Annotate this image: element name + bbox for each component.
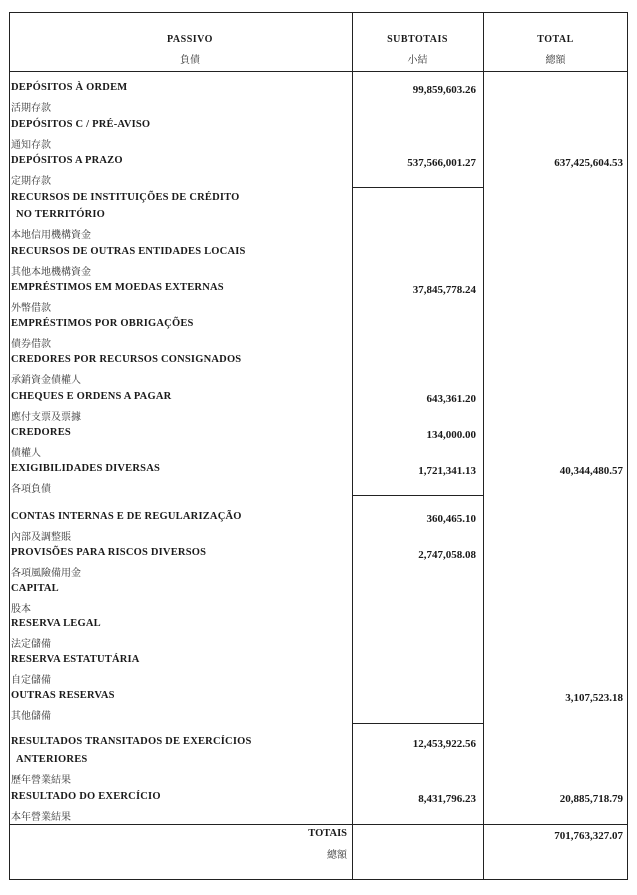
row-label: RESERVA ESTATUTÁRIA [11, 654, 140, 665]
row-subtotal: 2,747,058.08 [418, 549, 476, 561]
row-total: 3,107,523.18 [565, 692, 623, 704]
row-label: EMPRÉSTIMOS POR OBRIGAÇÕES [11, 318, 194, 329]
row-label-zh: 各項負債 [11, 484, 51, 495]
header-total: TOTAL [537, 34, 574, 45]
row-label-zh: 通知存款 [11, 140, 51, 151]
header-rule [9, 71, 628, 72]
row-label-zh: 自定儲備 [11, 675, 51, 686]
row-label: RECURSOS DE INSTITUIÇÕES DE CRÉDITO [11, 192, 240, 203]
row-subtotal: 1,721,341.13 [418, 465, 476, 477]
row-label: PROVISÕES PARA RISCOS DIVERSOS [11, 547, 207, 558]
row-label-continued: NO TERRITÓRIO [16, 209, 106, 220]
row-label-zh: 定期存款 [11, 176, 51, 187]
row-label-zh: 其他本地機構資金 [11, 267, 91, 278]
row-label: DEPÓSITOS À ORDEM [11, 82, 128, 93]
group-rule-3 [352, 723, 483, 724]
row-label-continued: ANTERIORES [16, 754, 88, 765]
row-label: OUTRAS RESERVAS [11, 690, 115, 701]
group-rule-1 [352, 187, 483, 188]
row-label-zh: 法定儲備 [11, 639, 51, 650]
row-label: EMPRÉSTIMOS EM MOEDAS EXTERNAS [11, 282, 224, 293]
total-column-divider [483, 12, 484, 880]
row-label: RESERVA LEGAL [11, 618, 101, 629]
totals-value: 701,763,327.07 [554, 830, 623, 842]
header-passivo: PASSIVO [167, 34, 213, 45]
row-label: RESULTADOS TRANSITADOS DE EXERCÍCIOS [11, 736, 252, 747]
row-label: DEPÓSITOS A PRAZO [11, 155, 123, 166]
row-subtotal: 134,000.00 [426, 429, 476, 441]
row-label: CAPITAL [11, 583, 59, 594]
row-subtotal: 12,453,922.56 [412, 738, 476, 750]
row-total: 40,344,480.57 [559, 465, 623, 477]
row-label: CREDORES POR RECURSOS CONSIGNADOS [11, 354, 242, 365]
row-label-zh: 承銷資金債權人 [11, 375, 81, 386]
row-label: CONTAS INTERNAS E DE REGULARIZAÇÃO [11, 511, 242, 522]
row-subtotal: 360,465.10 [426, 513, 476, 525]
row-label: DEPÓSITOS C / PRÉ-AVISO [11, 119, 151, 130]
row-label-zh: 債券借款 [11, 339, 51, 350]
totals-label-zh: 總額 [327, 850, 347, 861]
totals-label: TOTAIS [308, 828, 347, 839]
row-label-zh: 本年營業結果 [11, 812, 71, 823]
row-label-zh: 內部及調整賬 [11, 532, 71, 543]
header-total-zh: 總額 [545, 55, 566, 66]
header-subtotais-zh: 小結 [407, 55, 428, 66]
row-label: EXIGIBILIDADES DIVERSAS [11, 463, 161, 474]
row-subtotal: 8,431,796.23 [418, 793, 476, 805]
balance-table-frame [9, 12, 628, 880]
header-passivo-zh: 負債 [180, 55, 200, 66]
row-label-zh: 股本 [11, 604, 31, 615]
row-total: 637,425,604.53 [554, 157, 623, 169]
row-label: RECURSOS DE OUTRAS ENTIDADES LOCAIS [11, 246, 246, 257]
group-rule-2 [352, 495, 483, 496]
row-label-zh: 活期存款 [11, 103, 51, 114]
row-subtotal: 537,566,001.27 [407, 157, 476, 169]
row-subtotal: 643,361.20 [426, 393, 476, 405]
row-label: CREDORES [11, 427, 71, 438]
row-total: 20,885,718.79 [559, 793, 623, 805]
row-label: CHEQUES E ORDENS A PAGAR [11, 391, 172, 402]
row-label-zh: 債權人 [11, 448, 41, 459]
row-label-zh: 其他儲備 [11, 711, 51, 722]
row-subtotal: 37,845,778.24 [412, 284, 476, 296]
row-subtotal: 99,859,603.26 [412, 84, 476, 96]
row-label-zh: 本地信用機構資金 [11, 230, 91, 241]
header-subtotais: SUBTOTAIS [387, 34, 448, 45]
row-label: RESULTADO DO EXERCÍCIO [11, 791, 161, 802]
row-label-zh: 應付支票及票據 [11, 412, 81, 423]
row-label-zh: 各項風險備用金 [11, 568, 81, 579]
row-label-zh: 外幣借款 [11, 303, 51, 314]
subtotal-column-divider [352, 12, 353, 880]
row-label-zh: 歷年營業結果 [11, 775, 71, 786]
totals-rule [9, 824, 628, 825]
